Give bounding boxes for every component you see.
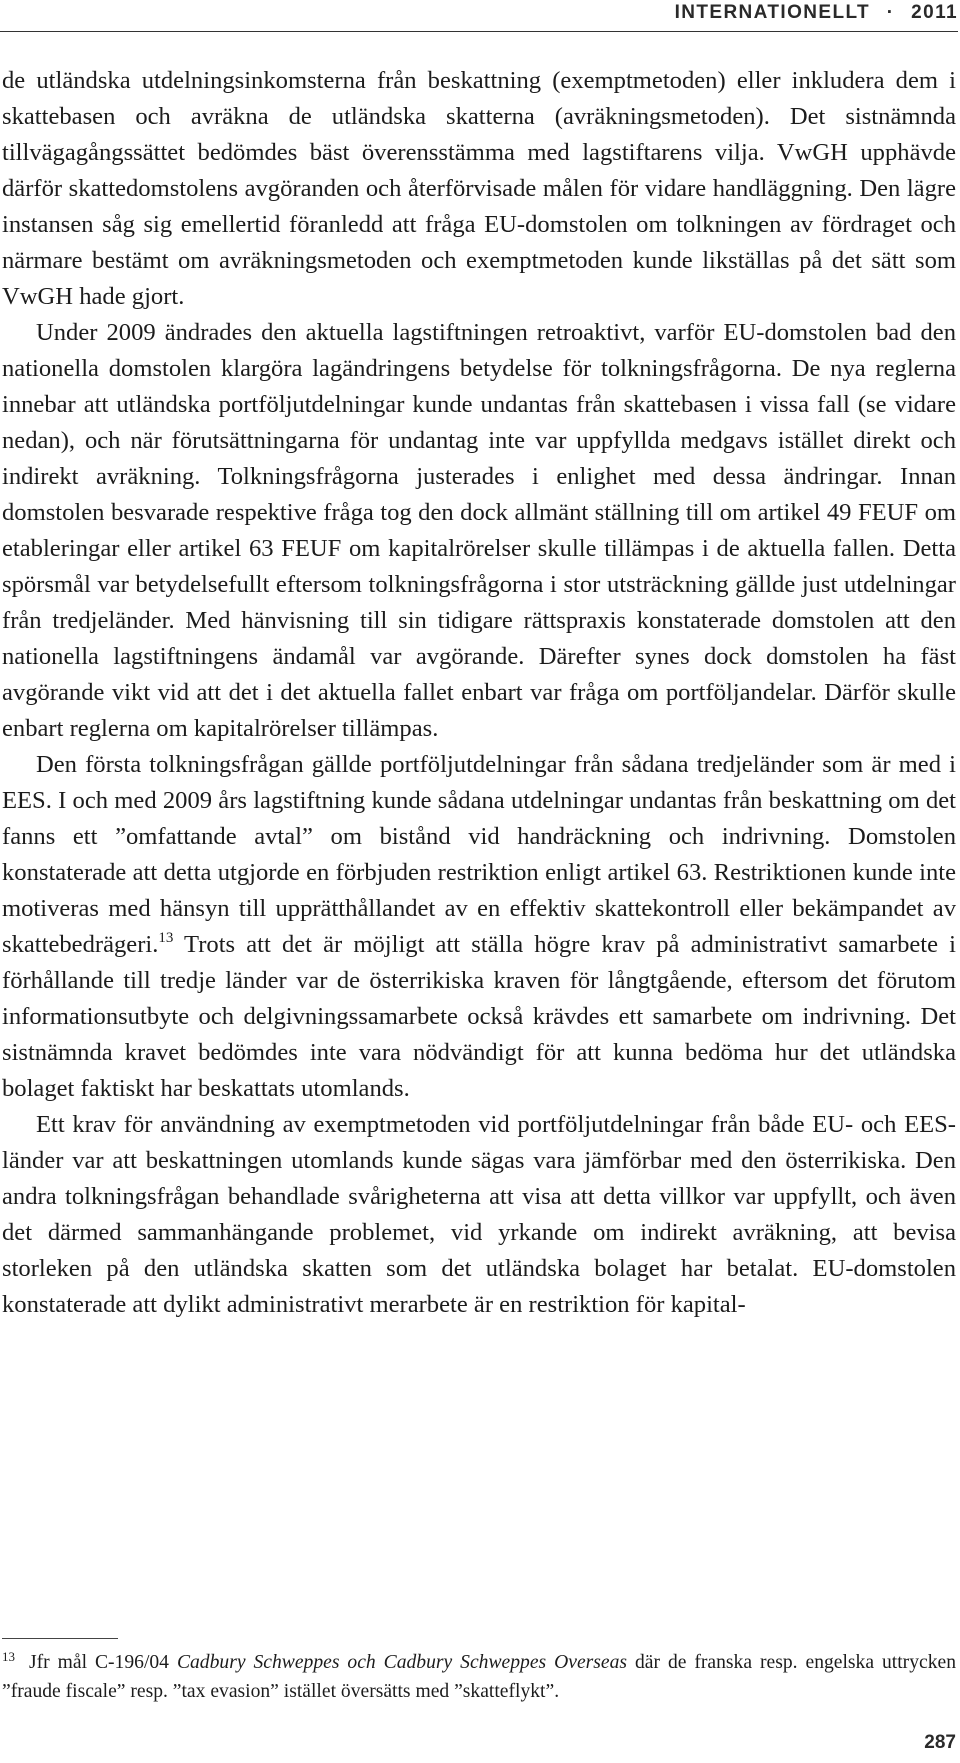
header-separator: · — [886, 2, 895, 23]
header-rule — [0, 31, 958, 32]
paragraph-3-text-a: Den första tolkningsfrågan gällde portföljutdelningar från sådana tredjeländer som är med i EES. I och med 2009 års lagstiftning kunde sådana utdelningar undantas från beskattning om det fanns ett ”omfattande avtal” om bistånd vid handräckning och indrivning. Domstolen konstaterade att detta utgjorde en förbjuden restriktion enligt artikel 63. Restriktionen kunde inte motiveras med hänsyn till upprätthållandet av en effektiv skattekontroll eller bekämpandet av skattebedrägeri. — [2, 751, 956, 958]
footnote — [2, 1648, 956, 1706]
paragraph-2: Under 2009 ändrades den aktuella lagstiftningen retroaktivt, varför EU-domstolen bad den nationella domstolen klargöra lagändringens betydelse för tolkningsfrågorna. De nya reglerna innebar att utländska portföljutdelningar kunde undantas från skattebasen i vissa fall (se vidare nedan), och när förutsättningarna för undantag inte var uppfyllda medgavs istället direkt och indirekt avräkning. Tolkningsfrågorna justerades i enlighet med dessa ändringar. Innan domstolen besvarade respektive fråga tog den dock allmänt ställning till om artikel 49 FEUF om etableringar eller artikel 63 FEUF om kapitalrörelser skulle tillämpas i de aktuella fallen. Detta spörsmål var betydelsefullt eftersom tolkningsfrågorna i stor utsträckning gällde just utdelningar från tredjeländer. Med hänvisning till sin tidigare rättspraxis konstaterade domstolen att den nationella lagstiftningens ändamål var avgörande. Därefter synes dock domstolen ha fäst avgörande vikt vid att det i det aktuella fallet enbart var fråga om portföljandelar. Därför skulle enbart reglerna om kapitalrörelser tillämpas. — [2, 319, 956, 742]
paragraph-1: de utländska utdelningsinkomsterna från beskattning (exemptmetoden) eller inkludera dem i skattebasen och avräkna de utländska skatterna (avräkningsmetoden). Det sistnämnda tillvägagångssättet bedömdes bäst överensstämma med lagstiftarens vilja. VwGH upphävde därför skattedomstolens avgöranden och återförvisade målen för vidare handläggning. Den lägre instansen såg sig emellertid föranledd att fråga EU-domstolen om tolkningen av fördraget och närmare bestämt om avräkningsmetoden och exemptmetoden kunde likställas på det sätt som VwGH hade gjort. — [2, 67, 956, 310]
footnote-case-name: Cadbury Schweppes och Cadbury Schweppes Overseas — [176, 1652, 628, 1673]
paragraph-4: Ett krav för användning av exemptmetoden vid portföljutdelningar från både EU- och EES-länder var att beskattningen utomlands kunde sägas vara jämförbar med den österrikiska. Den andra tolkningsfrågan behandlade svårigheterna att visa att detta villkor var uppfyllt, och även det därmed sammanhängande problemet, vid yrkande om indirekt avräkning, att bevisa storleken på den utländska skatten som det utländska bolaget har betalat. EU-domstolen konstaterade att dylikt administrativt merarbete är en restriktion för kapital- — [2, 1111, 956, 1318]
running-title: INTERNATIONELLT — [674, 2, 871, 23]
footnote-text-a: Jfr mål C-196/04 — [29, 1652, 177, 1673]
header-year: 2011 — [911, 2, 958, 23]
paragraph-3-text-b: Trots att det är möjligt att ställa högre krav på administrativt samarbete i förhållande till tredje länder var de österrikiska kraven för långtgående, eftersom det förutom informationsutbyte och delgivningssamarbete också krävdes ett samarbete om indrivning. Det sistnämnda kravet bedömdes inte vara nödvändigt för att kunna bedöma hur det utländska bolaget faktiskt har beskattats utomlands. — [2, 931, 956, 1102]
running-header — [0, 0, 960, 30]
footnote-text-b: där de franska resp. engelska uttrycken ”fraude fiscale” resp. ”tax evasion” istället översätts med ”skatteflykt”. — [2, 1652, 956, 1702]
page-number: 287 — [924, 1732, 956, 1753]
footnote-rule — [2, 1638, 118, 1639]
footnote-reference[interactable]: 13 — [158, 930, 174, 946]
paragraph-3 — [2, 747, 956, 1107]
footnote-number: 13 — [2, 1649, 15, 1664]
article-body — [2, 63, 956, 1323]
